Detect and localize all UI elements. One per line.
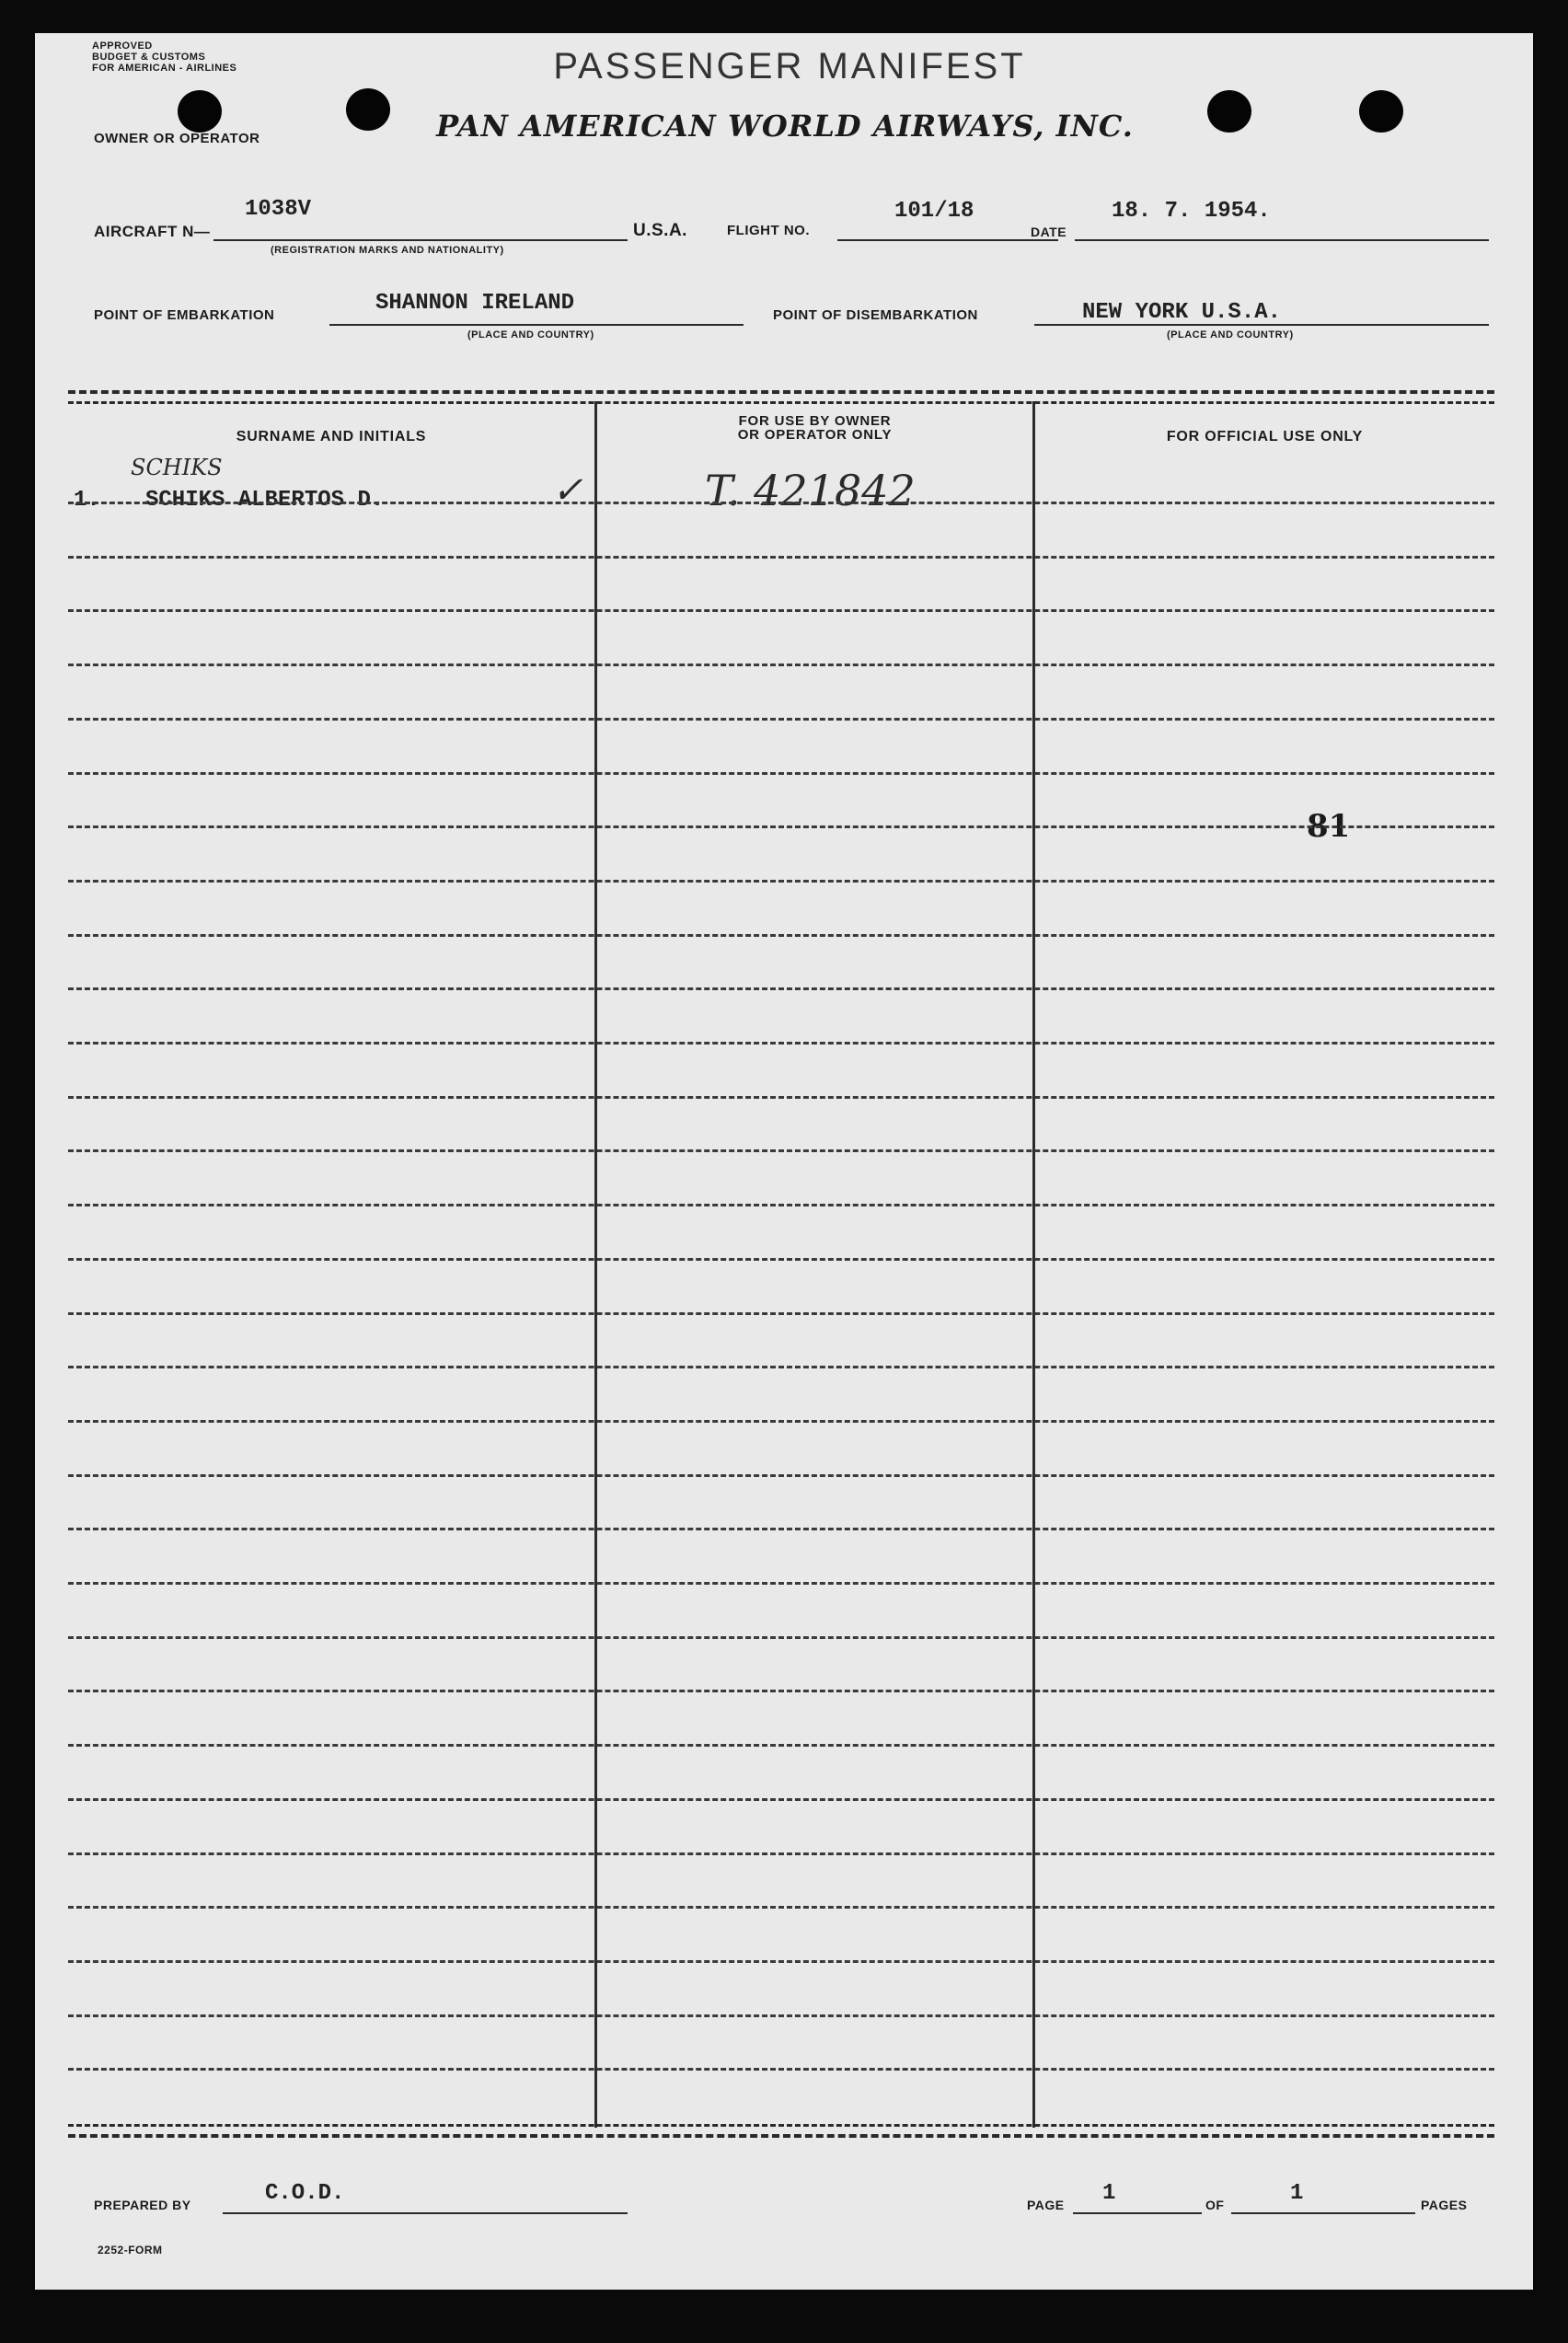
prepared-value: C.O.D. bbox=[265, 2181, 345, 2206]
of-value: 1 bbox=[1290, 2181, 1304, 2206]
flight-label: FLIGHT NO. bbox=[727, 223, 810, 238]
page-title: PASSENGER MANIFEST bbox=[553, 46, 1026, 87]
table-row-line bbox=[68, 1366, 1494, 1368]
column-divider bbox=[594, 401, 597, 2128]
col-operator-header bbox=[597, 414, 1032, 442]
prepared-line bbox=[223, 2212, 628, 2214]
embark-line bbox=[329, 324, 744, 326]
table-row-line bbox=[68, 1420, 1494, 1423]
table-row-line bbox=[68, 502, 1494, 504]
page-label: PAGE bbox=[1027, 2198, 1065, 2212]
date-line bbox=[1075, 239, 1489, 241]
table-row-line bbox=[68, 1744, 1494, 1747]
table-row-line bbox=[68, 934, 1494, 937]
row-number: 1. bbox=[74, 488, 100, 513]
col-operator-header-line: FOR USE BY OWNER bbox=[738, 413, 892, 429]
column-divider bbox=[1032, 401, 1035, 2128]
approval-stamp bbox=[92, 40, 236, 74]
table-row-line bbox=[68, 1474, 1494, 1477]
table-row-line bbox=[68, 2068, 1494, 2071]
of-label: OF bbox=[1205, 2198, 1225, 2212]
table-row-line bbox=[68, 1312, 1494, 1315]
table-row-line bbox=[68, 1798, 1494, 1801]
table-row-line bbox=[68, 1582, 1494, 1585]
col-surname-header: SURNAME AND INITIALS bbox=[236, 429, 427, 444]
flight-value: 101/18 bbox=[894, 199, 974, 224]
stamp-line: FOR AMERICAN - AIRLINES bbox=[92, 63, 237, 74]
table-bottom-rule bbox=[68, 2124, 1494, 2138]
table-row-line bbox=[68, 1690, 1494, 1692]
table-row-line bbox=[68, 556, 1494, 559]
table-top-rule bbox=[68, 390, 1494, 404]
punch-hole bbox=[1359, 90, 1403, 133]
date-value: 18. 7. 1954. bbox=[1112, 199, 1271, 224]
page-value: 1 bbox=[1102, 2181, 1116, 2206]
passenger-name: SCHIKS ALBERTOS D. bbox=[145, 488, 385, 513]
form-code: 2252-FORM bbox=[98, 2244, 163, 2256]
margin-number: 81 bbox=[1307, 808, 1351, 845]
usa-label: U.S.A. bbox=[633, 221, 687, 240]
table-row-line bbox=[68, 1096, 1494, 1099]
date-label: DATE bbox=[1031, 225, 1067, 239]
table-row-line bbox=[68, 772, 1494, 775]
table-row-line bbox=[68, 1960, 1494, 1963]
table-row-line bbox=[68, 1906, 1494, 1909]
table-row-line bbox=[68, 1204, 1494, 1206]
handwritten-correction: SCHIKS bbox=[131, 455, 223, 480]
embark-caption: (PLACE AND COUNTRY) bbox=[467, 329, 594, 340]
checkmark: ✓ bbox=[552, 469, 583, 512]
table-row-line bbox=[68, 1042, 1494, 1045]
embark-label: POINT OF EMBARKATION bbox=[94, 307, 275, 323]
flight-line bbox=[837, 239, 1058, 241]
disembark-caption: (PLACE AND COUNTRY) bbox=[1167, 329, 1294, 340]
punch-hole bbox=[1207, 90, 1251, 133]
table-row-line bbox=[68, 609, 1494, 612]
stamp-line: APPROVED bbox=[92, 40, 153, 52]
prepared-label: PREPARED BY bbox=[94, 2198, 191, 2212]
disembark-label: POINT OF DISEMBARKATION bbox=[773, 307, 978, 323]
operator-note: T. 421842 bbox=[705, 466, 916, 515]
of-line bbox=[1231, 2212, 1415, 2214]
table-row-line bbox=[68, 825, 1494, 828]
table-row-line bbox=[68, 987, 1494, 990]
table-row-line bbox=[68, 1636, 1494, 1639]
aircraft-line bbox=[213, 239, 628, 241]
pages-label: PAGES bbox=[1421, 2198, 1468, 2212]
disembark-value: NEW YORK U.S.A. bbox=[1082, 300, 1282, 325]
col-official-header: FOR OFFICIAL USE ONLY bbox=[1166, 429, 1364, 444]
table-row-line bbox=[68, 718, 1494, 721]
operator-name: PAN AMERICAN WORLD AIRWAYS, INC. bbox=[436, 109, 1134, 144]
table-row-line bbox=[68, 880, 1494, 883]
owner-label: OWNER OR OPERATOR bbox=[94, 131, 260, 146]
aircraft-caption: (REGISTRATION MARKS AND NATIONALITY) bbox=[271, 245, 504, 256]
punch-hole bbox=[178, 90, 222, 133]
table-row-line bbox=[68, 1149, 1494, 1152]
embark-value: SHANNON IRELAND bbox=[375, 291, 575, 316]
page-line bbox=[1073, 2212, 1202, 2214]
table-row-line bbox=[68, 1852, 1494, 1855]
aircraft-value: 1038V bbox=[245, 197, 312, 222]
table-row-line bbox=[68, 2014, 1494, 2017]
stamp-line: BUDGET & CUSTOMS bbox=[92, 52, 206, 63]
table-row-line bbox=[68, 664, 1494, 666]
table-row-line bbox=[68, 1528, 1494, 1530]
manifest-sheet bbox=[35, 33, 1533, 2290]
aircraft-label: AIRCRAFT N— bbox=[94, 223, 211, 240]
col-operator-header-line: OR OPERATOR ONLY bbox=[737, 427, 893, 443]
punch-hole bbox=[346, 88, 390, 131]
table-row-line bbox=[68, 1258, 1494, 1261]
